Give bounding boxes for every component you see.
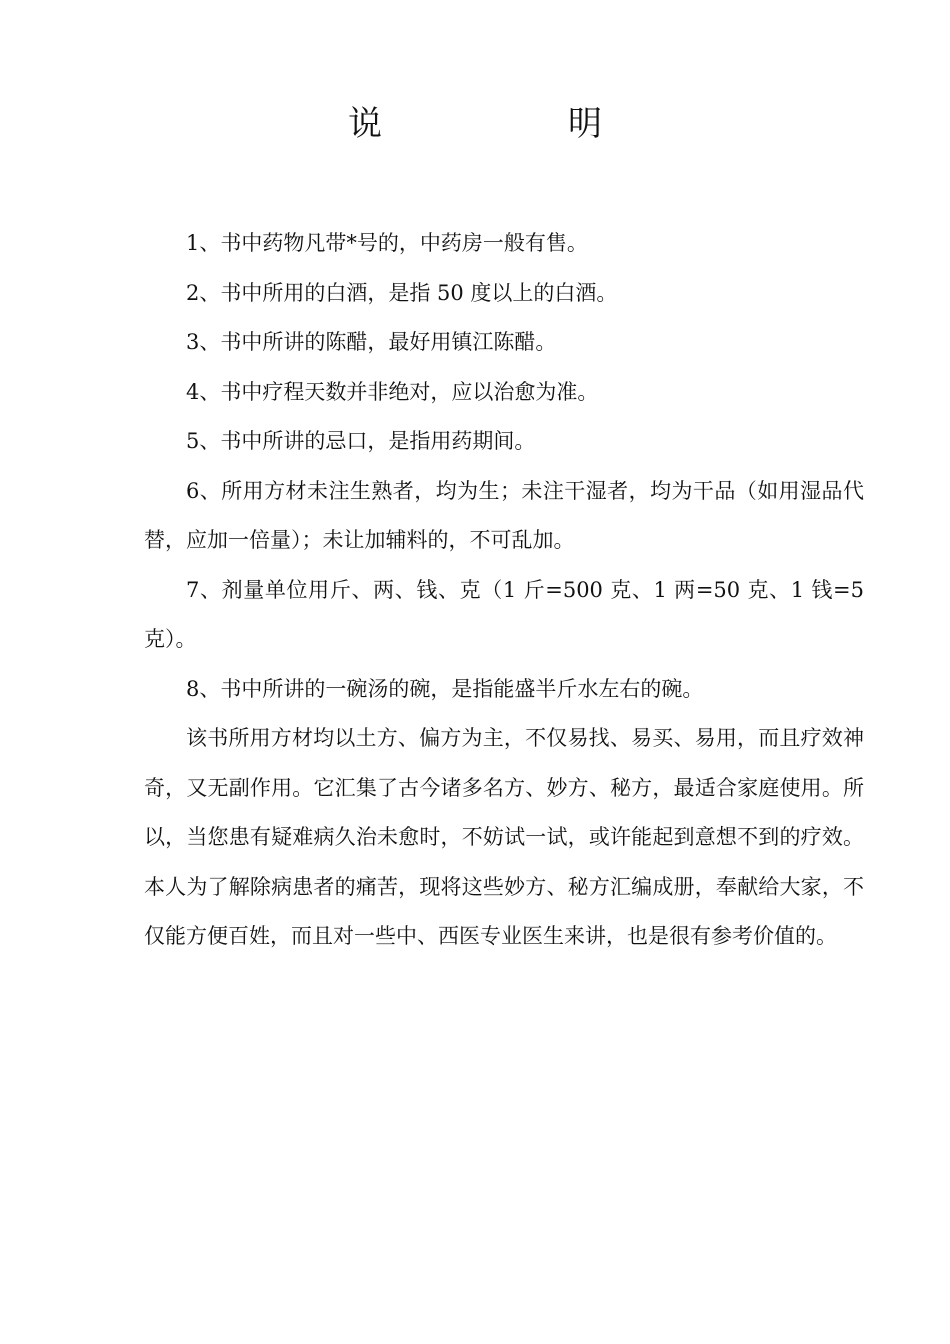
summary-paragraph: 该书所用方材均以土方、偏方为主，不仅易找、易买、易用，而且疗效神奇，又无副作用。它汇集了古今诸多名方、妙方、秘方，最适合家庭使用。所以，当您患有疑难病久治未愈时，不妨试一试，或许能起到意想不到的疗效。本人为了解除病患者的痛苦，现将这些妙方、秘方汇编成册，奉献给大家，不仅能方便百姓，而且对一些中、西医专业医生来讲，也是很有参考价值的。 (144, 726, 864, 948)
note-item-5: 5、书中所讲的忌口，是指用药期间。 (186, 429, 536, 453)
note-item-8: 8、书中所讲的一碗汤的碗，是指能盛半斤水左右的碗。 (186, 676, 704, 701)
notes-body (144, 219, 864, 962)
note-item-6: 6、所用方材未注生熟者，均为生；未注干湿者，均为干品（如用湿品代替，应加一倍量）；未让加辅料的，不可乱加。 (144, 478, 864, 552)
note-item-3: 3、书中所讲的陈醋，最好用镇江陈醋。 (186, 330, 557, 354)
note-item-2: 2、书中所用的白酒，是指 50 度以上的白酒。 (186, 280, 618, 305)
note-item-7: 7、剂量单位用斤、两、钱、克（1 斤=500 克、1 两=50 克、1 钱=5 克）。 (144, 577, 864, 651)
note-item-4: 4、书中疗程天数并非绝对，应以治愈为准。 (186, 379, 599, 404)
note-item-1: 1、书中药物凡带*号的，中药房一般有售。 (186, 231, 588, 255)
page-title: 说 明 (348, 104, 678, 144)
